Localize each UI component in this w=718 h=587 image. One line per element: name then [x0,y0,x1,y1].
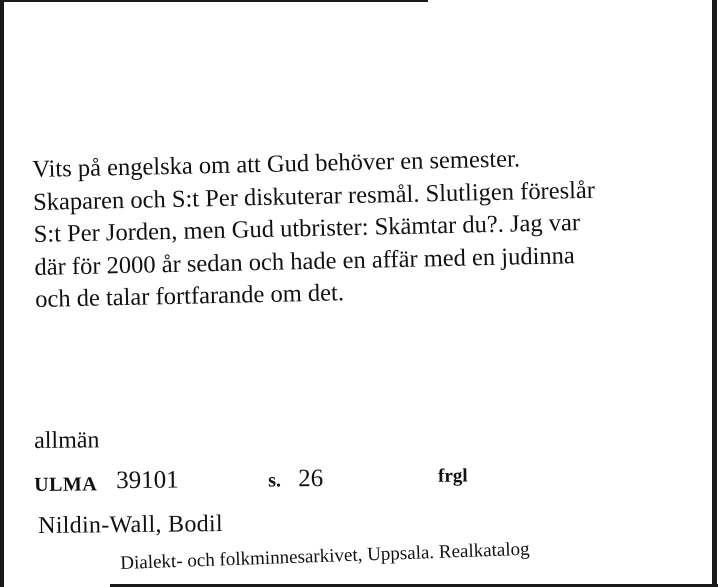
archive-record-number: 39101 [115,466,179,495]
reference-row [34,461,694,502]
category-label: allmän [34,427,100,454]
informant-name: Nildin-Wall, Bodil [38,511,224,539]
page-number: 26 [297,464,324,493]
archive-code-label: ULMA [34,473,98,496]
page-label: s. [268,469,282,492]
record-description [32,140,695,317]
language-code: frgl [437,465,468,487]
description-line-4: där för 2000 år sedan och hade en affär med en judinna [34,241,576,281]
archive-footer: Dialekt- och folkminnesarkivet, Uppsala. Realkatalog [120,538,530,574]
description-line-2: Skaparen och S:t Per diskuterar resmål. Slutligen föreslår [32,176,596,216]
description-line-3: S:t Per Jorden, men Gud utbrister: Skämtar du?. Jag var [33,209,581,248]
description-line-5: och de talar fortfarande om det. [34,279,345,313]
card-right-edge [712,0,717,587]
card-left-edge [0,0,4,587]
card-top-edge [0,0,428,2]
description-line-1: Vits på engelska om att Gud behöver en semester. [32,145,521,183]
